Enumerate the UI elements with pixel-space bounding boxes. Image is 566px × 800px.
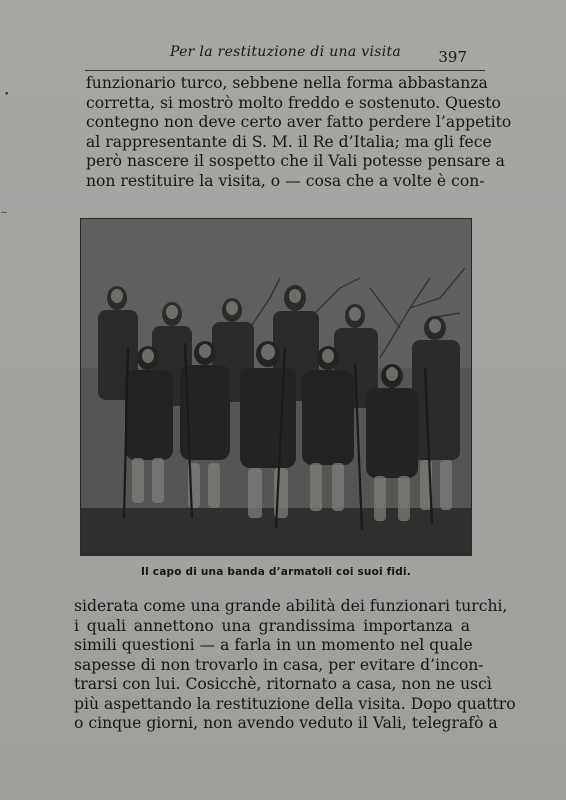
photograph-illustration <box>80 218 472 556</box>
paragraph-bottom <box>74 597 516 734</box>
page-number: 397 <box>438 48 467 66</box>
figure-caption: Il capo di una banda d’armatoli coi suoi fidi. <box>141 566 411 578</box>
text-line: trarsi con lui. Cosicchè, ritornato a casa, non ne uscì <box>74 675 492 693</box>
text-line: siderata come una grande abilità dei funzionari turchi, <box>74 597 508 615</box>
text-line: però nascere il sospetto che il Vali potesse pensare a <box>86 152 505 170</box>
running-title: Per la restituzione di una visita <box>170 44 402 60</box>
margin-mark: • <box>4 90 10 100</box>
text-line: non restituire la visita, o — cosa che a volte è con- <box>86 171 485 190</box>
text-line: funzionario turco, sebbene nella forma abbastanza <box>86 74 488 92</box>
margin-mark: ~ <box>0 208 8 218</box>
text-line: simili questioni — a farla in un momento nel quale <box>74 636 473 654</box>
text-line: sapesse di non trovarlo in casa, per evitare d’incon- <box>74 655 484 674</box>
paragraph-top <box>86 74 512 191</box>
text-line: contegno non deve certo aver fatto perdere l’appetito <box>86 113 512 131</box>
text-line: al rappresentante di S. M. il Re d’Italia; ma gli fece <box>86 132 492 151</box>
page-header <box>85 40 485 71</box>
text-line: più aspettando la restituzione della visita. Dopo quattro <box>74 694 516 713</box>
text-line: i quali annettono una grandissima importanza a <box>74 616 470 635</box>
group-photograph <box>80 218 472 556</box>
text-line: o cinque giorni, non avendo veduto il Vali, telegrafò a <box>74 714 498 732</box>
text-line: corretta, si mostrò molto freddo e sostenuto. Questo <box>86 93 501 112</box>
